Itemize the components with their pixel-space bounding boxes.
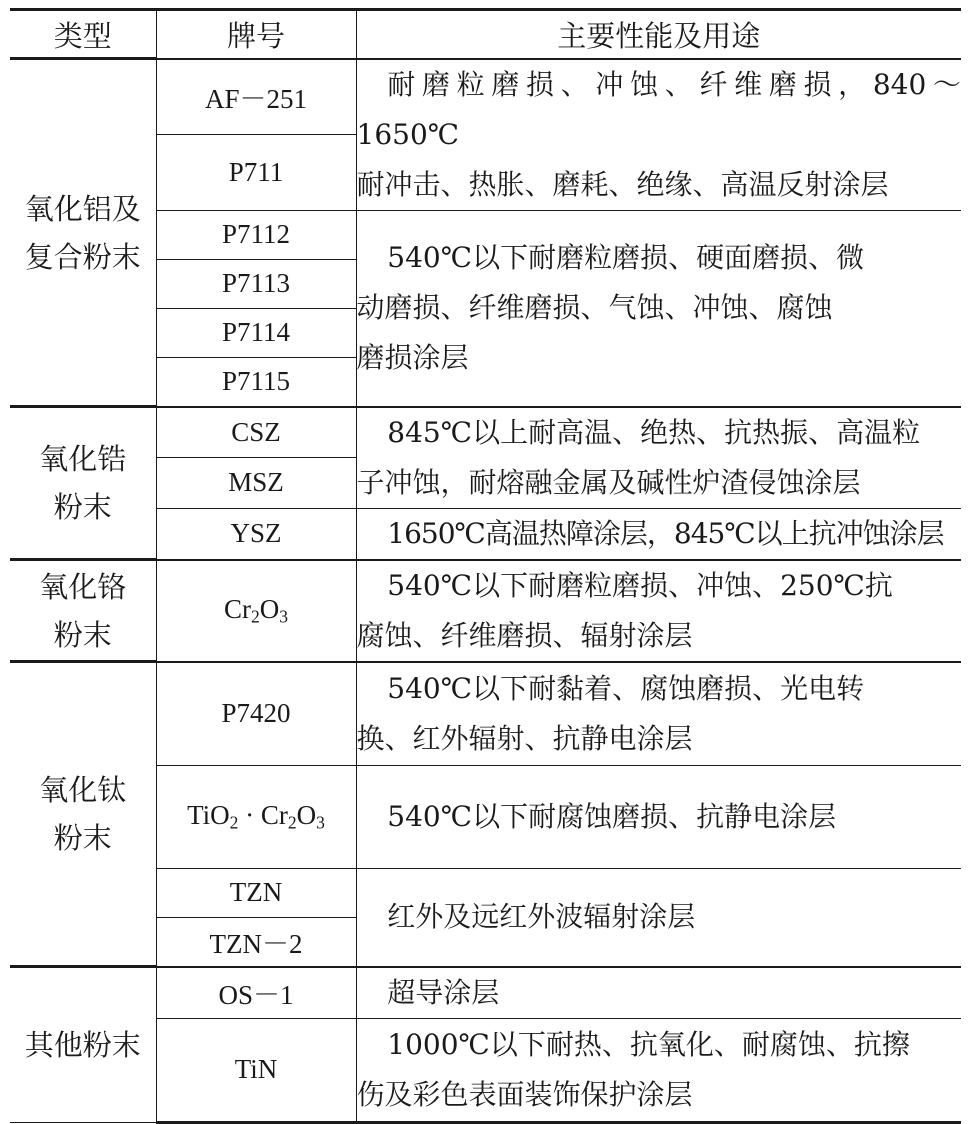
usage-cell [356, 560, 961, 662]
table-row [10, 59, 961, 135]
grade-cell: $Cr_2O_3$ [156, 560, 356, 662]
header-usage: 主要性能及用途 [356, 10, 961, 59]
usage-cell [356, 407, 961, 509]
grade-cell: P7112 [156, 210, 356, 259]
category-label: 复合粉末 [24, 239, 141, 274]
grade-cell: OS－1 [156, 967, 356, 1019]
category-cell [10, 662, 156, 967]
grade-cell: TiN [156, 1018, 356, 1122]
category-label: 其他粉末 [24, 1027, 141, 1062]
usage-text: 超导涂层 [387, 975, 500, 1009]
category-label: 粉末 [53, 821, 112, 855]
header-grade: 牌号 [156, 10, 356, 59]
category-cell [10, 407, 156, 560]
grade-cell: YSZ [156, 508, 356, 560]
usage-cell [356, 1018, 961, 1122]
usage-text: 1650℃高温热障涂层，845℃以上抗冲蚀涂层 [387, 516, 944, 550]
usage-text: 540℃以下耐磨粒磨损、冲蚀、250℃抗 腐蚀、纤维磨损、辐射涂层 [356, 568, 893, 652]
powder-coating-table [10, 8, 961, 1124]
grade-cell: CSZ [156, 407, 356, 458]
grade-cell: TZN [156, 868, 356, 917]
grade-cell: P7420 [156, 662, 356, 766]
grade-cell: MSZ [156, 458, 356, 509]
grade-cell: TZN－2 [156, 917, 356, 967]
table-row [10, 407, 961, 458]
usage-cell [356, 59, 961, 211]
usage-text: 540℃以下耐磨粒磨损、硬面磨损、微 动磨损、纤维磨损、气蚀、冲蚀、腐蚀 磨损涂层 [356, 241, 865, 374]
grade-cell: P7115 [156, 357, 356, 407]
category-label: 氧化钛 [39, 773, 127, 807]
grade-cell: P7113 [156, 259, 356, 308]
usage-text: 540℃以下耐黏着、腐蚀磨损、光电转 换、红外辐射、抗静电涂层 [356, 671, 865, 755]
table-row [10, 560, 961, 662]
usage-text: 耐磨粒磨损、冲蚀、纤维磨损，840～1650℃ 耐冲击、热胀、磨耗、绝缘、高温反射涂层 [356, 67, 961, 201]
category-cell [10, 59, 156, 407]
header-type: 类型 [10, 10, 156, 59]
table-row [10, 662, 961, 766]
category-label: 粉末 [53, 617, 112, 652]
category-label: 氧化铝及 [24, 191, 141, 226]
grade-cell: $TiO_2 \cdot Cr_2O_3$ [156, 765, 356, 868]
grade-cell: P7114 [156, 308, 356, 357]
table-row [10, 967, 961, 1019]
usage-cell [356, 662, 961, 766]
grade-cell: P711 [156, 135, 356, 210]
category-label: 氧化锆 [39, 442, 127, 476]
category-label: 氧化铬 [39, 569, 127, 604]
usage-cell [356, 765, 961, 868]
usage-cell [356, 508, 961, 560]
usage-text: 1000℃以下耐热、抗氧化、耐腐蚀、抗擦 伤及彩色表面装饰保护涂层 [356, 1027, 910, 1111]
usage-cell [356, 868, 961, 967]
usage-text: 540℃以下耐腐蚀磨损、抗静电涂层 [387, 799, 837, 833]
grade-cell: AF－251 [156, 59, 356, 135]
category-cell [10, 967, 156, 1123]
usage-cell [356, 967, 961, 1019]
usage-text: 红外及远红外波辐射涂层 [387, 900, 696, 933]
usage-text: 845℃以上耐高温、绝热、抗热振、高温粒 子冲蚀，耐熔融金属及碱性炉渣侵蚀涂层 [356, 415, 921, 499]
usage-cell [356, 210, 961, 407]
category-cell [10, 560, 156, 662]
category-label: 粉末 [53, 490, 112, 524]
header-row [10, 10, 961, 59]
